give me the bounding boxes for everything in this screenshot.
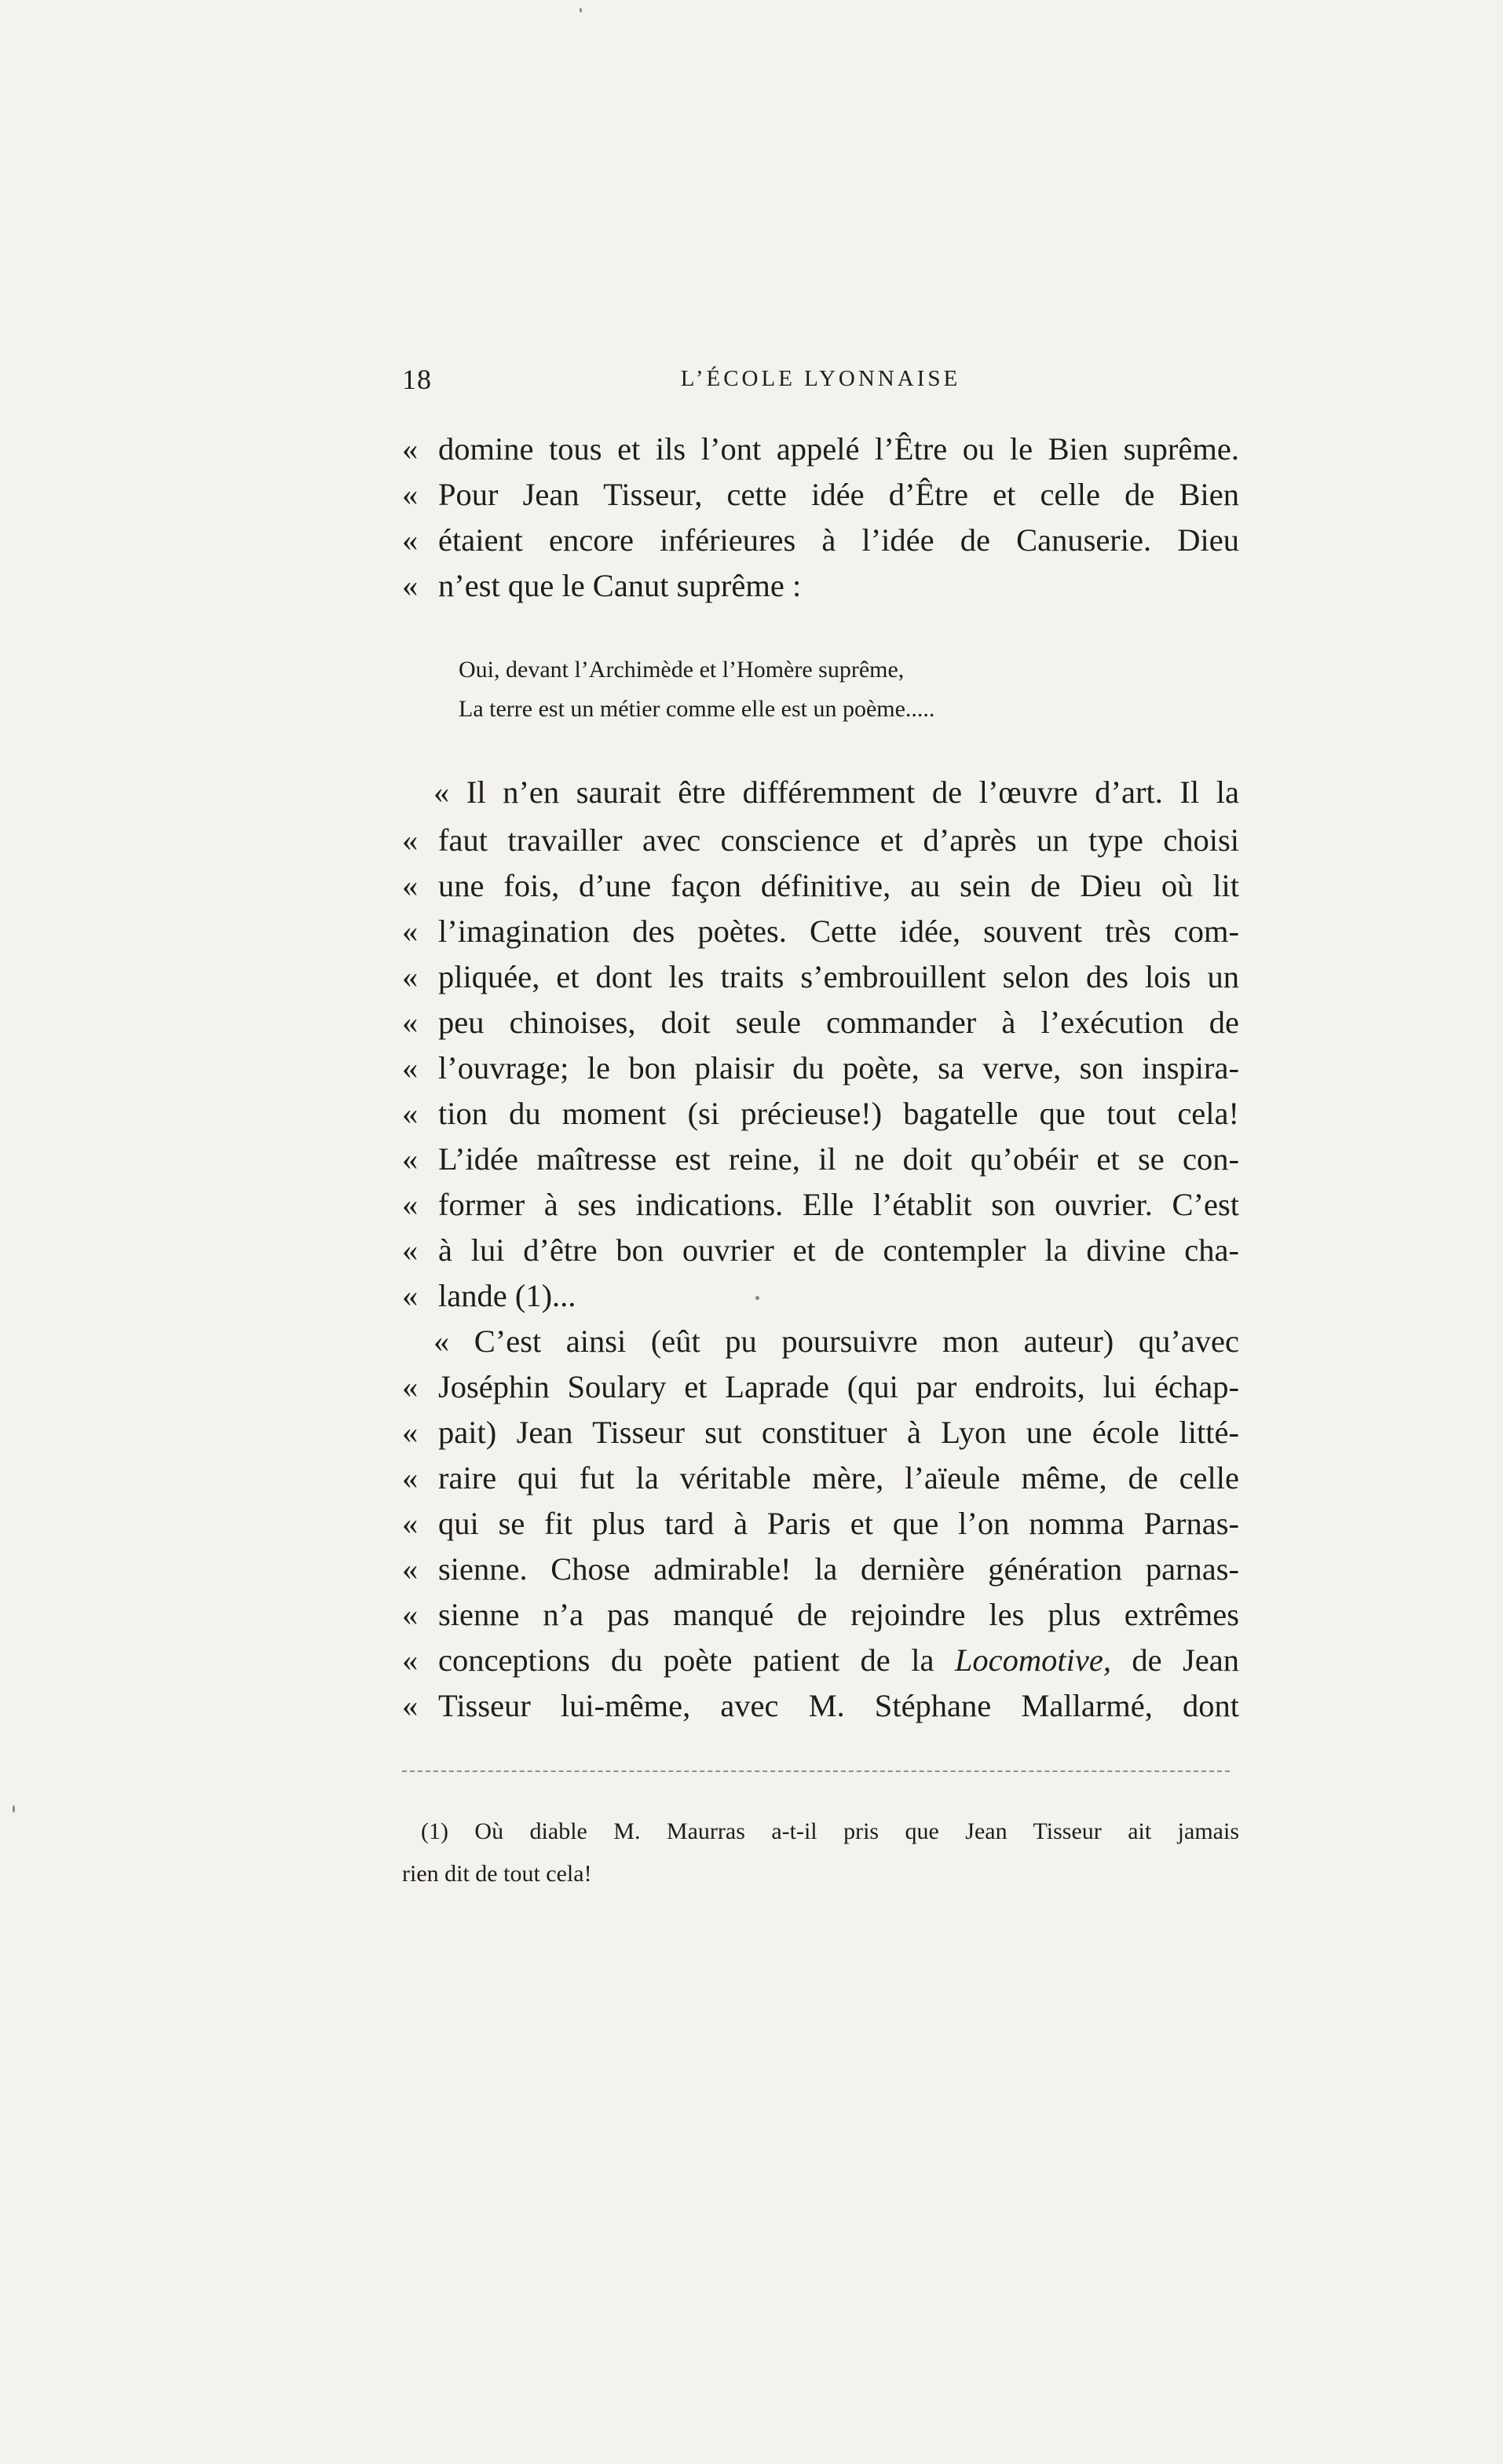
text-line: [402, 1638, 1239, 1683]
text-line: [402, 1364, 1239, 1410]
quote-mark: «: [402, 822, 419, 858]
text-line: [402, 427, 1239, 472]
quote-mark: «: [402, 1506, 419, 1541]
text-line: [402, 1319, 1239, 1364]
text-line: [402, 1228, 1239, 1273]
text-line: [402, 770, 1239, 815]
quote-mark: «: [402, 959, 419, 994]
quote-mark: «: [402, 868, 419, 903]
quote-mark: «: [402, 1597, 419, 1632]
quote-mark: «: [402, 1096, 419, 1131]
quote-mark: «: [402, 1050, 419, 1086]
text-line: [402, 1091, 1239, 1137]
quote-mark: «: [402, 431, 419, 467]
running-title: L’ÉCOLE LYONNAISE: [680, 366, 961, 391]
text-line: [402, 1273, 1239, 1319]
text-line: [402, 1410, 1239, 1455]
line-text: tion du moment (si précieuse!) bagatelle que tout cela!: [438, 1096, 1239, 1131]
quote-mark: «: [402, 1415, 419, 1450]
scan-speck: [755, 1296, 759, 1300]
quote-mark: «: [402, 1551, 419, 1587]
line-text: raire qui fut la véritable mère, l’aïeule même, de celle: [438, 1460, 1239, 1496]
line-text: une fois, d’une façon définitive, au sein de Dieu où lit: [438, 868, 1239, 903]
line-text: pliquée, et dont les traits s’embrouillent selon des lois un: [438, 959, 1239, 994]
line-text: pait) Jean Tisseur sut constituer à Lyon une école litté-: [438, 1415, 1239, 1450]
text-line: [402, 863, 1239, 909]
line-text: qui se fit plus tard à Paris et que l’on nomma Parnas-: [438, 1506, 1239, 1541]
text-line: [402, 1045, 1239, 1091]
scan-speck: [580, 8, 582, 13]
italic-title: Locomotive,: [954, 1642, 1111, 1678]
line-text: à lui d’être bon ouvrier et de contempler la divine cha-: [438, 1232, 1239, 1268]
line-text: « Il n’en saurait être différemment de l’œuvre d’art. Il la: [433, 774, 1239, 810]
quote-mark: «: [402, 1187, 419, 1222]
line-text: sienne n’a pas manqué de rejoindre les plus extrêmes: [438, 1597, 1239, 1632]
quote-mark: «: [402, 1232, 419, 1268]
line-text: Pour Jean Tisseur, cette idée d’Être et celle de Bien: [438, 477, 1239, 512]
line-text: « C’est ainsi (eût pu poursuivre mon auteur) qu’avec: [433, 1324, 1239, 1359]
scan-speck: [13, 1805, 15, 1813]
page-number: 18: [402, 364, 432, 395]
text-line: [402, 818, 1239, 863]
line-text: étaient encore inférieures à l’idée de Canuserie. Dieu: [438, 522, 1239, 558]
line-text-part: conceptions du poète patient de la: [438, 1642, 955, 1678]
quote-mark: «: [402, 913, 419, 949]
text-line: [402, 1455, 1239, 1501]
quote-mark: «: [402, 1141, 419, 1177]
quote-mark: «: [402, 1460, 419, 1496]
text-line: [402, 1501, 1239, 1547]
quote-mark: «: [402, 1005, 419, 1040]
footnote-line: rien dit de tout cela!: [402, 1861, 592, 1887]
quote-mark: «: [402, 522, 419, 558]
text-line: [402, 1182, 1239, 1228]
quote-mark: «: [402, 1688, 419, 1723]
line-text: l’ouvrage; le bon plaisir du poète, sa verve, son inspira-: [438, 1050, 1239, 1086]
text-line: [402, 1000, 1239, 1045]
line-text: faut travailler avec conscience et d’après un type choisi: [438, 822, 1239, 858]
text-line: [402, 472, 1239, 518]
text-line: [402, 1547, 1239, 1592]
quote-mark: «: [402, 477, 419, 512]
page-header: [402, 363, 1239, 402]
text-line: [402, 518, 1239, 563]
footnote-line: (1) Où diable M. Maurras a-t-il pris que Jean Tisseur ait jamais: [421, 1818, 1239, 1844]
quote-mark: «: [402, 1369, 419, 1404]
verse-line: La terre est un métier comme elle est un poème.....: [459, 696, 935, 722]
line-text: former à ses indications. Elle l’établit son ouvrier. C’est: [438, 1187, 1239, 1222]
quote-mark: «: [402, 568, 419, 603]
quote-mark: «: [402, 1642, 419, 1678]
line-text: lande (1)...: [438, 1278, 576, 1313]
quote-mark: «: [402, 1278, 419, 1313]
text-line: [402, 909, 1239, 954]
text-line: [402, 954, 1239, 1000]
footnote-rule: [402, 1770, 1230, 1772]
line-text-part: de Jean: [1110, 1642, 1239, 1678]
text-line: [402, 1592, 1239, 1638]
text-line: [402, 563, 1239, 609]
line-text: domine tous et ils l’ont appelé l’Être ou le Bien suprême.: [438, 431, 1239, 467]
text-line: [402, 1683, 1239, 1729]
line-text: Tisseur lui-même, avec M. Stéphane Mallarmé, dont: [438, 1688, 1239, 1723]
line-text: sienne. Chose admirable! la dernière génération parnas-: [438, 1551, 1239, 1587]
line-text: n’est que le Canut suprême :: [438, 568, 802, 603]
line-text: peu chinoises, doit seule commander à l’exécution de: [438, 1005, 1239, 1040]
line-text: L’idée maîtresse est reine, il ne doit qu’obéir et se con-: [438, 1141, 1239, 1177]
line-text: l’imagination des poètes. Cette idée, souvent très com-: [438, 913, 1239, 949]
text-line: [402, 1137, 1239, 1182]
line-text: Joséphin Soulary et Laprade (qui par endroits, lui échap-: [438, 1369, 1239, 1404]
verse-line: Oui, devant l’Archimède et l’Homère suprême,: [459, 657, 905, 683]
line-text: [438, 1638, 1239, 1683]
